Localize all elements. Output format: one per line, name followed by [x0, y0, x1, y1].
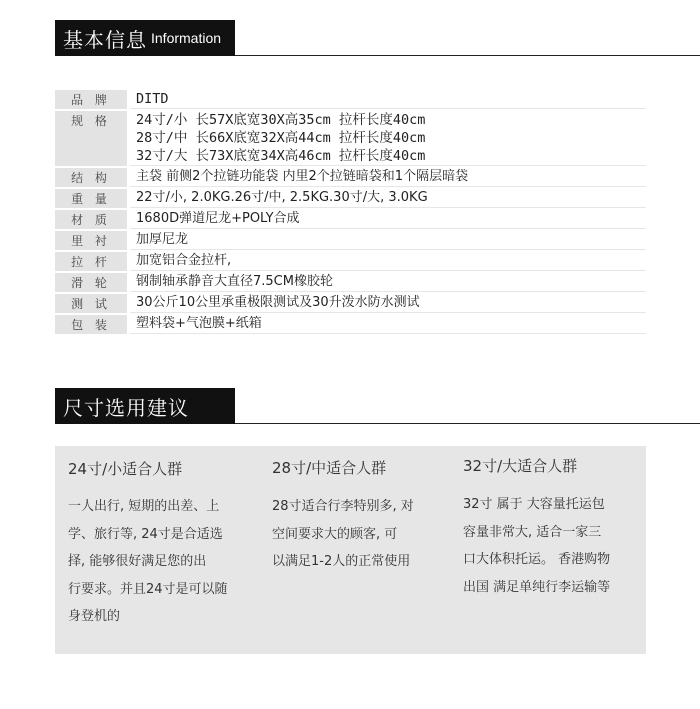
- spec-value-line: 22寸/小, 2.0KG.26寸/中, 2.5KG.30寸/大, 3.0KG: [136, 190, 428, 205]
- spec-row: [55, 210, 646, 229]
- suggestion-line: 空间要求大的顾客, 可: [272, 526, 398, 542]
- suggestion-line: 出国 满足单纯行李运输等: [463, 579, 611, 595]
- spec-label: 包 装: [55, 315, 127, 334]
- spec-label: 里 衬: [55, 231, 127, 250]
- spec-table: [55, 90, 646, 336]
- spec-value: [130, 315, 646, 334]
- spec-value: [130, 90, 646, 109]
- spec-value: [130, 210, 646, 229]
- suggestion-title: 28寸/中适合人群: [272, 459, 387, 477]
- spec-row: [55, 294, 646, 313]
- size-title-zh: 尺寸选用建议: [63, 395, 189, 420]
- suggestion-line: 32寸 属于 大容量托运包: [463, 497, 605, 512]
- suggestion-line: 行要求。并且24寸是可以随: [68, 581, 228, 597]
- spec-value-line: 32寸/大 长73X底宽34X高46cm 拉杆长度40cm: [136, 148, 426, 164]
- header-divider: [235, 55, 700, 56]
- header-divider: [235, 423, 700, 424]
- spec-label: 滑 轮: [55, 273, 127, 292]
- spec-row: [55, 273, 646, 292]
- size-suggestion-panel: [55, 446, 646, 654]
- spec-value: [130, 252, 646, 271]
- spec-value: [130, 273, 646, 292]
- suggestion-title: 24寸/小适合人群: [68, 460, 183, 478]
- spec-row: [55, 168, 646, 187]
- spec-value-line: 30公斤10公里承重极限测试及30升泼水防水测试: [136, 295, 420, 310]
- spec-value: [130, 294, 646, 313]
- spec-value-line: 24寸/小 长57X底宽30X高35cm 拉杆长度40cm: [136, 112, 426, 128]
- spec-row: [55, 189, 646, 208]
- info-title-box: [55, 20, 235, 56]
- suggestion-body: [272, 493, 414, 576]
- spec-row: [55, 111, 646, 166]
- spec-value: [130, 168, 646, 187]
- spec-row: [55, 315, 646, 334]
- suggestion-line: 学、旅行等, 24寸是合适选: [68, 526, 223, 542]
- suggestion-line: 口大体积托运。 香港购物: [463, 552, 611, 567]
- spec-row: [55, 90, 646, 109]
- suggestion-body: [463, 491, 610, 601]
- spec-label: 结 构: [55, 168, 127, 187]
- suggestion-line: 容量非常大, 适合一家三: [463, 524, 602, 540]
- spec-value-line: 钢制轴承静音大直径7.5CM橡胶轮: [136, 274, 333, 289]
- spec-label: 重 量: [55, 189, 127, 208]
- suggestion-line: 择, 能够很好满足您的出: [68, 554, 207, 569]
- spec-value-line: 塑料袋+气泡膜+纸箱: [136, 316, 262, 331]
- spec-label: 品 牌: [55, 90, 127, 109]
- size-title-box: [55, 388, 235, 424]
- spec-value: [130, 231, 646, 250]
- suggestion-line: 身登机的: [68, 609, 121, 624]
- spec-label: 规 格: [55, 111, 127, 166]
- spec-value-line: 加宽铝合金拉杆,: [136, 253, 232, 268]
- suggestion-line: 以满足1-2人的正常使用: [272, 554, 411, 569]
- spec-value-line: 1680D弹道尼龙+POLY合成: [136, 211, 300, 226]
- spec-value-line: DITD: [136, 91, 169, 107]
- suggestion-line: 28寸适合行李特别多, 对: [272, 499, 414, 514]
- spec-row: [55, 231, 646, 250]
- spec-label: 材 质: [55, 210, 127, 229]
- spec-label: 拉 杆: [55, 252, 127, 271]
- spec-value: [130, 111, 646, 166]
- spec-value: [130, 189, 646, 208]
- spec-row: [55, 252, 646, 271]
- spec-value-line: 28寸/中 长66X底宽32X高44cm 拉杆长度40cm: [136, 130, 426, 146]
- info-title-zh: 基本信息: [63, 27, 147, 52]
- suggestion-line: 一人出行, 短期的出差、上: [68, 499, 220, 514]
- suggestion-title: 32寸/大适合人群: [463, 457, 578, 475]
- suggestion-body: [68, 493, 228, 631]
- info-title-en: Information: [151, 30, 222, 46]
- spec-value-line: 主袋 前侧2个拉链功能袋 内里2个拉链暗袋和1个隔层暗袋: [136, 169, 469, 184]
- spec-label: 测 试: [55, 294, 127, 313]
- spec-value-line: 加厚尼龙: [136, 232, 189, 247]
